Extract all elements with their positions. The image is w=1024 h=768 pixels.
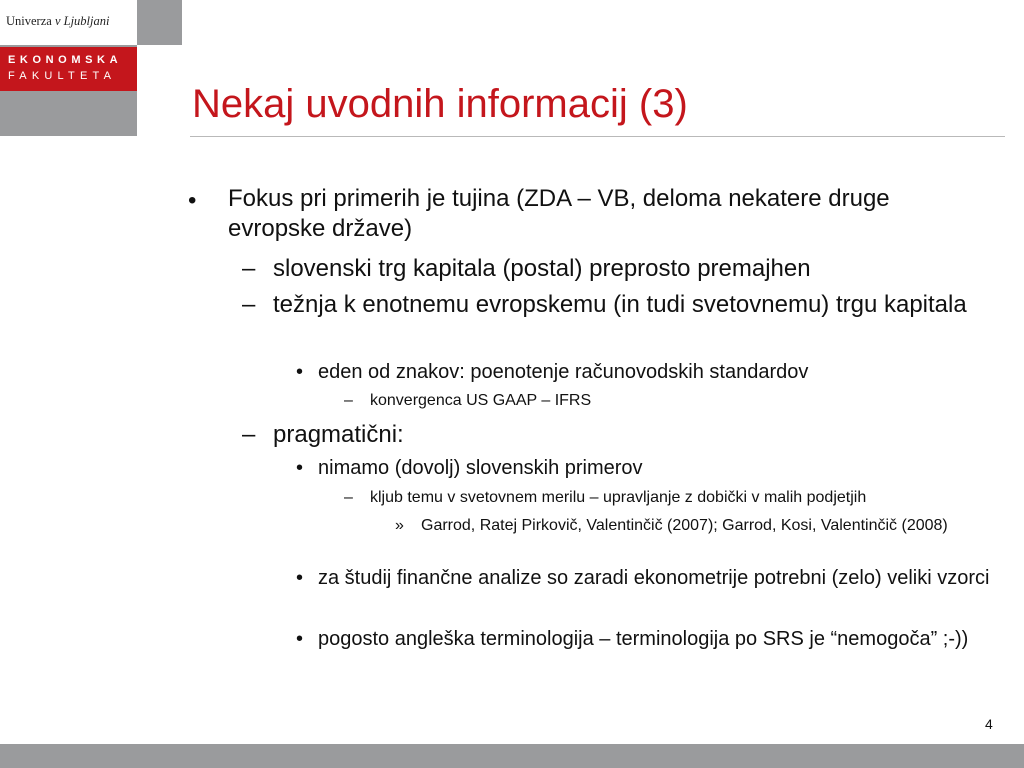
bullet-text: Garrod, Ratej Pirkovič, Valentinčič (2007); Garrod, Kosi, Valentinčič (2008) [421,517,948,534]
university-name-city: v Ljubljani [54,14,110,28]
bullet-marker: • [296,628,304,650]
bullet-marker: • [296,361,304,383]
bullet-text: konvergenca US GAAP – IFRS [370,392,592,409]
faculty-name-line2: FAKULTETA [8,70,117,82]
bullet-text: slovenski trg kapitala (postal) preprosto premajhen [273,255,811,282]
bullet-text: kljub temu v svetovnem merilu – upravljanje z dobički v malih podjetjih [370,489,867,506]
bullet-text: Fokus pri primerih je tujina (ZDA – VB, deloma nekatere druge evropske države) [228,185,890,242]
bullet-text: težnja k enotnemu evropskemu (in tudi svetovnemu) trgu kapitala [273,291,967,318]
bullet-text: za študij finančne analize so zaradi ekonometrije potrebni (zelo) veliki vzorci [318,567,990,589]
slide-title: Nekaj uvodnih informacij (3) [192,82,688,126]
bullet-marker: – [242,291,256,318]
bullet-marker: » [395,517,404,534]
bullet-marker: – [344,392,353,409]
university-name-prefix: Univerza [6,14,55,28]
faculty-name-line1: EKONOMSKA [8,54,123,66]
bullet-text: nimamo (dovolj) slovenskih primerov [318,457,643,479]
bullet-text: pragmatični: [273,421,404,448]
bullet-marker: • [296,567,304,589]
footer-bar [0,744,1024,768]
bullet-text: pogosto angleška terminologija – terminologija po SRS je “nemogoča” ;-)) [318,628,969,650]
bullet-text: eden od znakov: poenotenje računovodskih standardov [318,361,809,383]
bullet-marker: – [344,489,353,506]
bullet-marker: • [188,187,197,214]
bullet-marker: – [242,255,256,282]
page-number: 4 [985,716,993,732]
bullet-marker: • [296,457,304,479]
bullet-marker: – [242,421,256,448]
